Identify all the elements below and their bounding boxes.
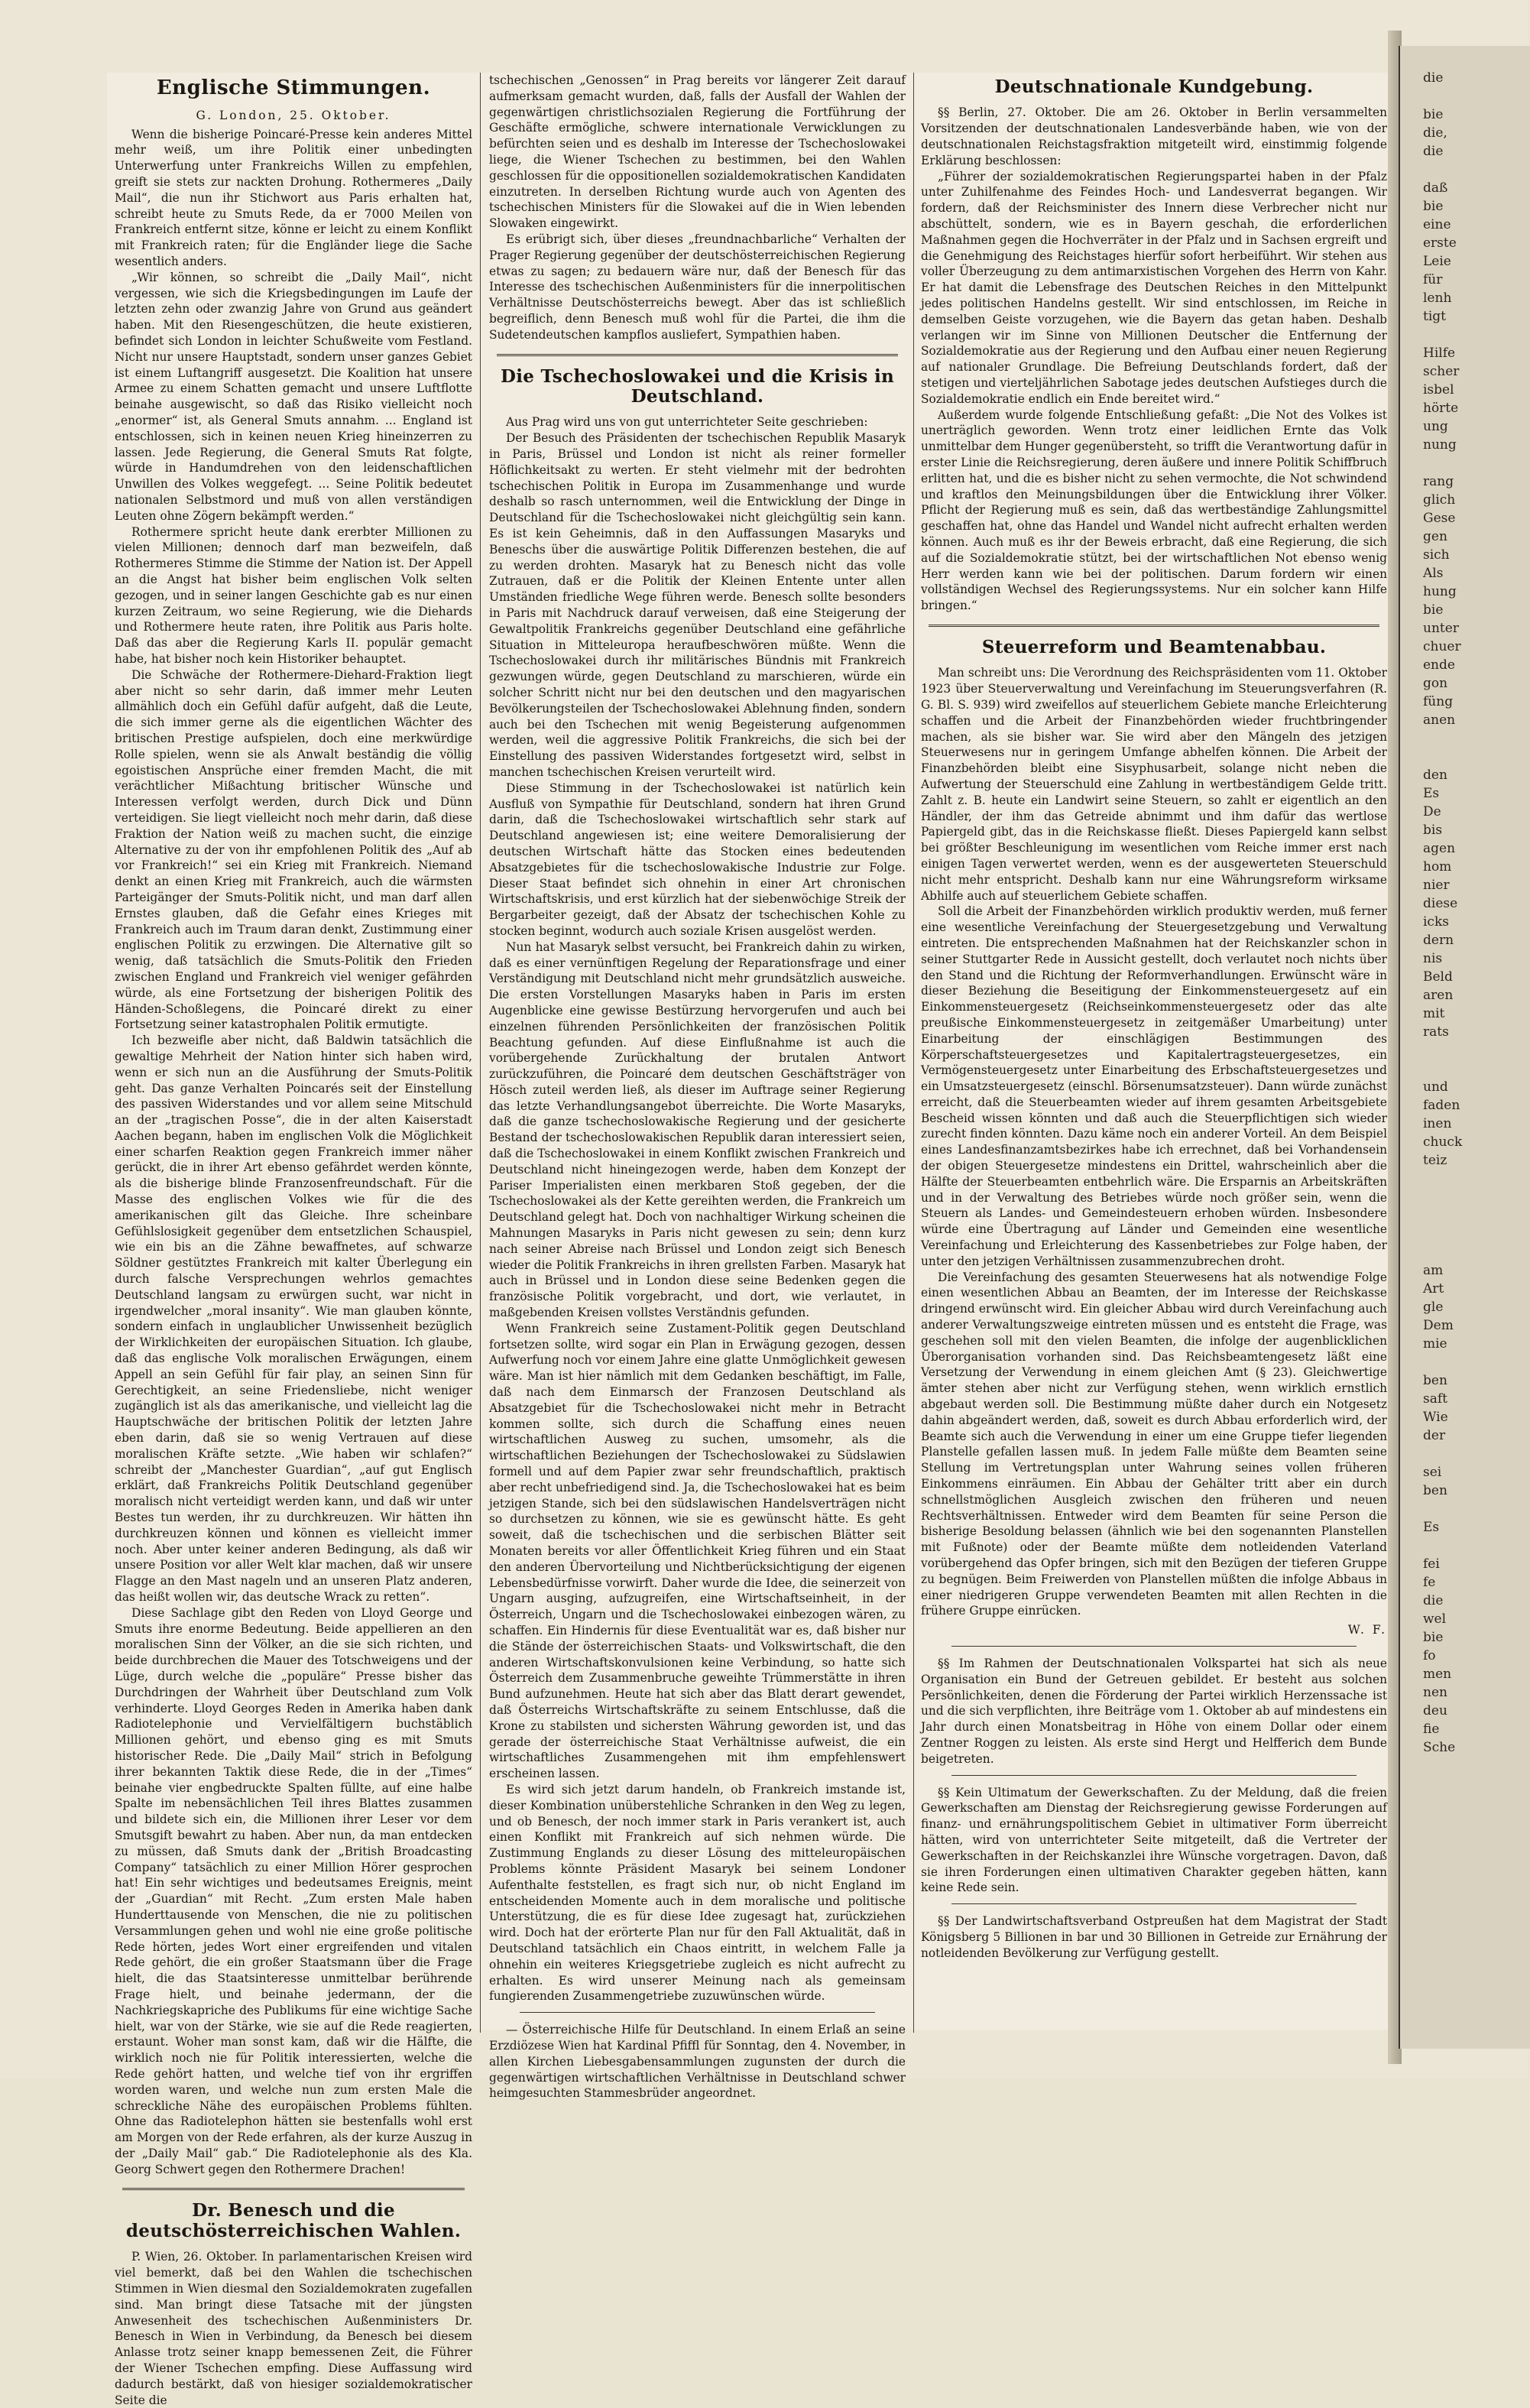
paragraph: Nun hat Masaryk selbst versucht, bei Frankreich dahin zu wirken, daß es einer vernünftigen Regelung der Reparationsfrage und einer Verständigung mit Deutschland nicht mehr grundsätzlich ausweiche. Die ersten Vorstellungen Masaryks haben in Paris im ersten Augenblicke eine gewisse Bestürzung hervorgerufen und auch bei einzelnen führenden Persönlichkeiten der französischen Politik Beachtung gefunden. Auf diese Einflußnahme ist auch die vorübergehende Zurückhaltung der brutalen Antwort zurückzuführen, die Poincaré dem deutschen Geschäftsträger von Hösch zuteil werden ließ, als dieser im Auftrage seiner Regierung das letzte Verhandlungsangebot überreichte. Die Worte Masaryks, daß die ganze tschechoslowakische Regierung und der gesicherte Bestand der tschechoslowakischen Republik daran interessiert seien, daß die Tschechoslowakei in einem Konflikt zwischen Frankreich und Deutschland nicht hineingezogen werde, haben dem Konzept der Pariser Imperialisten einen merkbaren Stoß gegeben, der die Tschechoslowakei als der Kette gereihten werden, die Frankreich um Deutschland gelegt hat. Doch von nachhaltiger Wirkung scheinen die Mahnungen Masaryks in Paris nicht gewesen zu sein; denn kurz nach seiner Abreise nach Brüssel und London zeigt sich Benesch wieder die Politik Frankreichs in ihren grellsten Farben. Masaryk hat auch in Brüssel und in London diese seine Bedenken gegen die französische Politik vorgebracht, und dort, wie verlautet, in maßgebenden Kreisen vollstes Verständnis gefunden. [489, 940, 906, 1320]
paragraph: Diese Stimmung in der Tschechoslowakei ist natürlich kein Ausfluß von Sympathie für Deutschland, sondern hat ihren Grund darin, daß die Tschechoslowakei wirtschaftlich sehr stark auf Deutschland angewiesen ist; eine weitere Demoralisierung der deutschen Wirtschaft hätte das Stocken eines bedeutenden Absatzgebietes für die tschechoslowakische Industrie zur Folge. Dieser Staat befindet sich ohnehin in einer Art chronischen Wirtschaftskrisis, und erst kürzlich hat der siebenwöchige Streik der Bergarbeiter gezeigt, daß der Absatz der tschechischen Kohle zu stocken beginnt, wodurch auch soziale Krisen ausgelöst werden. [489, 780, 906, 938]
note-paragraph: §§ Der Landwirtschaftsverband Ostpreußen hat dem Magistrat der Stadt Königsberg 5 Billionen in bar und 30 Billionen in Getreide zur Ernährung der notleidenden Bevölkerung zur Verfügung gestellt. [921, 1914, 1387, 1960]
paragraph: Außerdem wurde folgende Entschließung gefaßt: „Die Not des Volkes ist unerträglich geworden. Wenn trotz einer leidlichen Ernte das Volk unmittelbar dem Hunger gegenübersteht, so trifft die Verantwortung dafür in erster Linie die Reichsregierung, deren äußere und innere Politik Schiffbruch erlitten hat, und die es bisher nicht zu sehen vermochte, die Not schwindend und kraftlos den Meinungsbildungen über die Entwicklung ihrer Völker. Pflicht der Regierung muß es sein, daß das wertbeständige Zahlungsmittel geschaffen hat, ohne das Handel und Wandel nicht aufrecht erhalten werden können. Auch muß es ihr der Beweis erbracht, daß eine Regierung, die sich auf die Sozialdemokratie stützt, bei der wirtschaftlichen Not ebenso wenig Herr werden kann wie bei der politischen. Darum fordern wir einen vollständigen Wechsel des Regierungssystems. Nur ein solcher kann Hilfe bringen.“ [921, 407, 1387, 613]
adjacent-page-text: die bie die, die daß bie eine erste Leie für lenh tigt Hilfe scher isbel hörte ung nung rang glich Gese gen sich Als hung bie unter chuer ende gon füng anen den Es De bis agen hom nier diese icks dern nis Beld aren mit rats und faden inen chuck teiz am Art gle Dem mie ben saft Wie der sei ben Es fei fe die wel bie fo men nen deu fie Sche [1423, 70, 1463, 1755]
section-divider [951, 1646, 1357, 1647]
article-title-kundgebung: Deutschnationale Kundgebung. [994, 76, 1314, 97]
section-divider [951, 1903, 1357, 1904]
column-3 [921, 73, 1387, 2033]
paragraph: Es erübrigt sich, über dieses „freundnachbarliche“ Verhalten der Prager Regierung gegenüber der deutschösterreichischen Regierung etwas zu sagen; zu bedauern wäre nur, daß der Benesch für das Interesse des tschechischen Außenministers für die innerpolitischen Verhältnisse Deutschösterreichs bewegt. Aber das ist schließlich begreiflich, denn Benesch muß wohl für die Partei, die ihm die Sudetendeutschen kampflos ausliefert, Sympathien haben. [489, 232, 906, 342]
column-rule-1 [480, 73, 481, 2033]
section-divider [929, 625, 1379, 627]
adjacent-page-strip [1399, 46, 1530, 2049]
notice-paragraph: — Österreichische Hilfe für Deutschland. In einem Erlaß an seine Erzdiözese Wien hat Kardinal Pfiffl für Sonntag, den 4. November, in allen Kirchen Liebesgabensammlungen zugunsten der durch die gegenwärtigen wirtschaftlichen Verhältnisse in Deutschland schwer heimgesuchten Stammesbrüder angeordnet. [489, 2023, 906, 2101]
paragraph: Die Vereinfachung des gesamten Steuerwesens hat als notwendige Folge einen wesentlichen Abbau an Beamten, der im Interesse der Reichskasse dringend erwünscht wird. Ein gleicher Abbau wird durch Vereinfachung auch anderer Verwaltungszweige eintreten müssen und es entsteht die Frage, was geschehen soll mit den vielen Beamten, die infolge der augenblicklichen Überorganisation vorhanden sind. Das Reichsbeamtengesetz läßt eine Versetzung der Verwendung in einem gleichen Amt (§ 23). Gleichwertige ämter stehen aber nicht zur Verfügung stehen, wenn wirklich ernstlich abgebaut werden soll. Die Bestimmung müßte daher durch ein Notgesetz dahin abgeändert werden, daß, soweit es durch Abbau erforderlich wird, der Beamte sich auch die Verwendung in einer um eine Gruppe tiefer liegenden Planstelle gefallen lassen muß. In jedem Falle müßte dem Beamten seine Stellung im Vertretungsplan unter Wahrung seines vollen früheren Einkommens einräumen. Ein Abbau der Gehälter tritt aber ein durch schnellstmöglichen Ausgleich zwischen den früheren und neuen Rechtsverhältnissen. Entweder wird dem Beamten für seine Person die bisherige Besoldung belassen (ähnlich wie bei den sogenannten Planstellen mit Fußnote) oder der Beamte müßte dem notleidenden Vaterland vorübergehend das Opfer bringen, sich mit den Bezügen der tieferen Gruppe zu begnügen. Beim Freiwerden von Planstellen müßten die infolge Abbaus in einer niedrigeren Gruppe verwendeten Beamten mit allen Rechten in die frühere Gruppe einrücken. [921, 1270, 1387, 1618]
signature: W. F. [1347, 1623, 1387, 1637]
paragraph: Wenn die bisherige Poincaré-Presse kein anderes Mittel mehr weiß, um ihre Politik einer unbedingten Unterwerfung unter Frankreichs Willen zu empfehlen, greift sie stets zur nackten Drohung. Rothermeres „Daily Mail“, die nun ihr Stichwort aus Paris erhalten hat, schreibt heute zu Smuts Rede, da er 7000 Meilen von Frankreich entfernt sitze, könne er leicht zu einem Konflikt mit Frankreich raten; für die Engländer liege die Sache wesentlich anders. [115, 127, 472, 269]
section-divider [520, 2012, 875, 2013]
column-rule-2 [913, 73, 914, 2033]
paragraph: Der Besuch des Präsidenten der tschechischen Republik Masaryk in Paris, Brüssel und London ist nicht als reiner formeller Höflichkeitsakt zu werten. Er steht vielmehr mit der bedrohten tschechischen Politik in Europa im Zusammenhange und wurde deshalb so rasch unternommen, weil die Entwicklung der Dinge in Deutschland für die Tschechoslowakei nicht gleichgültig sein kann. Es ist kein Geheimnis, daß in den Auffassungen Masaryks und Beneschs über die auswärtige Politik Differenzen bestehen, die auf zu werden drohten. Masaryk hat zu Benesch nicht das volle Zutrauen, daß er die Politik der Kleinen Entente unter allen Umständen friedliche Wege führen werde. Benesch sollte besonders in Paris mit Nachdruck darauf verweisen, daß eine Steigerung der Gewaltpolitik Frankreichs gegenüber Deutschland eine gefährliche Situation in Mitteleuropa heraufbeschwören müßte. Wenn die Tschechoslowakei durch ihr militärisches Bündnis mit Frankreich gezwungen würde, gegen Deutschland zu marschieren, würde ein solcher Schritt nicht nur bei den deutschen und den magyarischen Bevölkerungsteilen der Tschechoslowakei Ablehnung finden, sondern auch bei den Tschechen mit wenig Begeisterung aufgenommen werden, weil die aggressive Politik Frankreichs, die sich bei der Einstellung des passiven Widerstandes fortgesetzt wird, selbst in manchen tschechischen Kreisen verurteilt wird. [489, 431, 906, 779]
paragraph: Soll die Arbeit der Finanzbehörden wirklich produktiv werden, muß ferner eine wesentliche Vereinfachung der Steuergesetzgebung und Verwaltung eintreten. Die entsprechenden Maßnahmen hat der Reichskanzler schon in seiner Stuttgarter Rede in Aussicht gestellt, doch verlautet noch nichts über den Stand und die Richtung der Reformverhandlungen. Erwünscht wäre in dieser Beziehung die Beseitigung der Einkommensteuergesetz auf ein Einkommensteuergesetz (Reichseinkommensteuergesetz oder das alte preußische Einkommensteuergesetz in zeitgemäßer Umarbeitung) unter Einarbeitung der einschlägigen Bestimmungen des Körperschaftsteuergesetzes und Kapitalertragsteuergesetzes, ein Vermögensteuergesetz unter Einarbeitung des Erbschaftsteuergesetzes und ein Umsatzsteuergesetz (einschl. Börsenumsatzsteuer). Dann würde zunächst erreicht, daß die Steuerbeamten wieder auf ihrem gesamten Arbeitsgebiete Bescheid wissen könnten und daß auch die Steuerpflichtigen sich wieder zurecht finden könnten. Dazu käme noch ein anderer Vorteil. An dem Beispiel eines Landesfinanzamtsbezirkes habe ich errechnet, daß bei Vorhandensein der obigen Steuergesetze mindestens ein Drittel, wahrscheinlich aber die Hälfte der Steuerbeamten entbehrlich wäre. Die Ersparnis an Arbeitskräften und in der Verwaltung des Betriebes würde noch größer sein, wenn die Steuern als Landes- und Gemeindesteuern erhoben würden. Insbesondere würde eine Übertragung auf Länder und Gemeinden eine wesentliche Vereinfachung und Erleichterung des Kassenbetriebes zur Folge haben, der unter den jetzigen Verhältnissen zusammenzubrechen droht. [921, 904, 1387, 1268]
column-1 [115, 73, 472, 2407]
paragraph: Rothermere spricht heute dank ererbter Millionen zu vielen Millionen; dennoch darf man bezweifeln, daß Rothermeres Stimme die Stimme der Nation ist. Der Appell an die Angst hat bisher beim englischen Volk selten gezogen, und in seiner langen Geschichte gab es nur einen kurzen Zeitraum, wo seine Regierung, wie die Diehards und Rothermere heute raten, ihre Politik aus Paris holte. Daß das aber die Regierung Karls II. populär gemacht habe, hat bisher noch kein Historiker behauptet. [115, 524, 472, 666]
paragraph: „Wir können, so schreibt die „Daily Mail“, nicht vergessen, wie sich die Kriegsbedingungen im Laufe der letzten zehn oder zwanzig Jahre von Grund aus geändert haben. Mit den Riesengeschützen, die heute existieren, befindet sich London in leichter Schußweite vom Festland. Nicht nur unsere Hauptstadt, sondern unser ganzes Gebiet ist einem Luftangriff ausgesetzt. Die Koalition hat unsere Armee zu einem Schatten gemacht und unsere Luftflotte beinahe ausgewischt, so daß das Risiko vielleicht noch „enormer“ ist, als General Smuts annahm. ... England ist entschlossen, sich in keinen neuen Krieg hineinzerren zu lassen. Jede Regierung, die General Smuts Rat folgte, würde in Handumdrehen von den leidenschaftlichen Unwillen des Volkes weggefegt. ... Seine Politik bedeutet nationalen Selbstmord und muß von allen verständigen Leuten ohne Zögern bekämpft werden.“ [115, 270, 472, 523]
paragraph: „Führer der sozialdemokratischen Regierungspartei haben in der Pfalz unter Zuhilfenahme des Feindes Hoch- und Landesverrat begangen. Wir fordern, daß der Reichsminister des Innern diese Verbrecher nicht nur abschüttelt, sondern, wie es in Bayern geschah, die erforderlichen Maßnahmen gegen die Hochverräter in der Pfalz und in Sachsen ergreift und die Genehmigung des Reichstages hierfür sofort herbeiführt. Wir stehen aus voller Überzeugung zu dem antimarxistischen Vorgehen des Herrn von Kahr. Er hat damit die Lebensfrage des Deutschen Reiches in den Mittelpunkt jedes politischen Handelns gestellt. Wir sind entschlossen, im Reiche in demselben Geiste vorzugehen, wie die Bayern das getan haben. Deshalb verlangen wir im Sinne von Millionen Deutscher die Entfernung der Sozialdemokratie aus der Regierung und den Aufbau einer neuen Regierung auf nationaler Grundlage. Die Befreiung Deutschlands fordert, daß der stetigen und vierteljährlichen Sabotage jedes deutschen Aufstieges durch die Sozialdemokratie endlich ein Ende bereitet wird.“ [921, 169, 1387, 406]
article-title-englische-stimmungen: Englische Stimmungen. [156, 76, 431, 99]
article-title-steuerreform: Steuerreform und Beamtenabbau. [981, 636, 1327, 657]
section-divider [951, 1775, 1357, 1776]
paragraph: P. Wien, 26. Oktober. In parlamentarischen Kreisen wird viel bemerkt, daß bei den Wahlen die tschechischen Stimmen in Wien diesmal den Sozialdemokraten zugefallen sind. Man bringt diese Tatsache mit der jüngsten Anwesenheit des tschechischen Außenministers Dr. Benesch in Wien in Verbindung, da Benesch bei diesem Anlasse trotz seiner knapp bemessenen Zeit, die Führer der Wiener Tschechen empfing. Diese Auffassung wird dadurch bestärkt, daß von hiesiger sozialdemokratischer Seite die [115, 2250, 472, 2407]
paragraph: Es wird sich jetzt darum handeln, ob Frankreich imstande ist, dieser Kombination unüberstehliche Schranken in den Weg zu legen, und ob Benesch, der noch immer stark in Paris verankert ist, auch einen Konflikt mit Frankreich auf sich nehmen würde. Die Zustimmung Englands zu dieser Lösung des mitteleuropäischen Problems könnte Präsident Masaryk bei seinem Londoner Aufenthalte feststellen, es fragt sich nur, ob nicht England im entscheidenden Momente auch in dem moralische und politische Unterstützung, die es für diese Idee zugesagt hat, zurückziehen wird. Doch hat der erörterte Plan nur für den Fall Aktualität, daß in Deutschland tatsächlich ein Chaos eintritt, in welchem Falle ja ohnehin ein weiteres Kriegsgetriebe zugleich es nicht aufrecht zu erhalten. Es wird unserer Meinung nach als gemeinsam fungierenden Zusammengetriebe zuzuwünschen würde. [489, 1782, 906, 2004]
paragraph: Aus Prag wird uns von gut unterrichteter Seite geschrieben: [506, 415, 868, 430]
dateline: G. London, 25. Oktober. [196, 108, 391, 122]
article-title-tschechoslowakei: Die Tschechoslowakei und die Krisis in Deutschland. [500, 365, 895, 407]
section-divider [497, 354, 898, 356]
paragraph: tschechischen „Genossen“ in Prag bereits vor längerer Zeit darauf aufmerksam gemacht wurden, daß, falls der Ausfall der Wahlen der gegenwärtigen christlichsozialen Regierung die Fortführung der Geschäfte ermögliche, schwere internationale Verwicklungen zu befürchten seien und es deshalb im Interesse der Tschechoslowakei liege, die Wiener Tschechen zu bestimmen, bei den Wahlen geschlossen für die oppositionellen sozialdemokratischen Kandidaten einzutreten. In derselben Richtung wurde auch von Agenten des tschechischen Ministers für die Slowakei auf die in Wien lebenden Slowaken eingewirkt. [489, 73, 906, 231]
column-2 [489, 73, 906, 2101]
note-paragraph: §§ Kein Ultimatum der Gewerkschaften. Zu der Meldung, daß die freien Gewerkschaften am Dienstag der Reichsregierung gewisse Forderungen auf finanz- und ernährungspolitischem Gebiet in ultimativer Form überreicht hätten, wird von unterrichteter Seite mitgeteilt, daß die Vertreter der Gewerkschaften in der Reichskanzlei ihre Wünsche vorgetragen. Davon, daß sie ihren Forderungen einen ultimativen Charakter gegeben hätten, kann keine Rede sein. [921, 1785, 1387, 1895]
paragraph: Ich bezweifle aber nicht, daß Baldwin tatsächlich die gewaltige Mehrheit der Nation hinter sich haben wird, wenn er sich nun an die Ausführung der Smuts-Politik geht. Das ganze Verhalten Poincarés seit der Einstellung des passiven Widerstandes und vor allem seine Mitschuld an der „tragischen Posse“, die in der alten Kaiserstadt Aachen begann, haben im englischen Volk die Möglichkeit einer scharfen Reaktion gegen Frankreich immer näher gerückt, die in ihrer Art ebenso gefährdet werden könnte, als die bisherige blinde Franzosenfreundschaft. Für die Masse des englischen Volkes wie für die des amerikanischen gilt das Gleiche. Ihre scheinbare Gefühlslosigkeit gegenüber dem entsetzlichen Schauspiel, wie ein bis an die Zähne bewaffnetes, auf schwarze Söldner gestütztes Frankreich mit kalter Überlegung ein durch falsche Versprechungen wehrlos gemachtes Deutschland langsam zu erwürgen sucht, war nicht in irgendwelcher „moral insanity“. Wie man glauben könnte, sondern einfach in unglaublicher Unwissenheit bezüglich der Wirklichkeiten der europäischen Situation. Ich glaube, daß das englische Volk moralischen Erwägungen, einem Appell an sein Gefühl für fair play, an seinen Sinn für Gerechtigkeit, an seine Friedensliebe, nicht weniger zugänglich ist als das amerikanische, und vielleicht lag die Hauptschwäche der britischen Politik der letzten Jahre eben darin, daß sie so wenig Vertrauen auf diese moralischen Kräfte setzte. „Wie haben wir schlafen?“ schreibt der „Manchester Guardian“, „auf gut Englisch erklärt, daß Frankreichs Politik Deutschland gegenüber moralisch nicht verteidigt werden kann, und daß wir unter Bestes tun werden, ihr zu durchkreuzen. Wir hätten ihn durchkreuzen können und können es vielleicht immer noch. Aber unter keiner anderen Bedingung, als daß wir unsere Position vor aller Welt klar machen, daß wir unsere Flagge an den Mast nageln und an unseren Platz anderen, das heißt wollen wir, das deutsche Wrack zu retten“. [115, 1034, 472, 1604]
paragraph: Man schreibt uns: Die Verordnung des Reichspräsidenten vom 11. Oktober 1923 über Steuerverwaltung und Vereinfachung im Steuerungsverfahren (R. G. Bl. S. 939) wird zweifellos auf steuerlichem Gebiete manche Erleichterung schaffen und die Arbeit der Finanzbehörden wieder fruchtbringender machen, als sie bisher war. Sie wird aber den Mängeln des jetzigen Steuerwesens nur in geringem Umfange abhelfen können. Die Arbeit der Finanzbehörden bleibt eine Sisyphusarbeit, solange nicht neben die Aufwertung der Steuerschuld eine Zahlung in wertbeständigem Gelde tritt. Zahlt z. B. heute ein Landwirt seine Steuern, so zahlt er eigentlich an den Händler, der ihm das Getreide abnimmt und ihm dafür das wertlose Papiergeld gibt, das in die Reichskasse fließt. Dieses Papiergeld kann selbst bei größter Beschleunigung im wesentlichen vom Reiche immer erst nach einigen Tagen verwertet werden, wenn es der ausgewerteten Steuerschuld nicht mehr entspricht. Deshalb kann nur eine Währungsreform wirksame Abhilfe auch auf steuerlichem Gebiete schaffen. [921, 666, 1387, 903]
paragraph: Die Schwäche der Rothermere-Diehard-Fraktion liegt aber nicht so sehr darin, daß immer mehr Leuten allmählich doch ein Gefühl dafür aufgeht, daß die Leute, die sich immer gerne als die eigentlichen Wächter des britischen Prestige aufspielen, doch eine merkwürdige Rolle spielen, wenn sie als Anwalt beständig die völlig egoistischen Ansprüche einer fremden Macht, die mit verächtlicher Mißachtung britischer Wünsche und Interessen verfolgt werden, durch Dick und Dünn verteidigen. Sie liegt vielleicht noch mehr darin, daß diese Fraktion der Nation weiß zu machen sucht, die einzige Alternative zu der von ihr empfohlenen Politik des „Auf ab vor Frankreich!“ sei ein Krieg mit Frankreich. Niemand denkt an einen Krieg mit Frankreich, auch die wärmsten Parteigänger der Smuts-Politik nicht, und man darf allen Ernstes glauben, daß die Gefahr eines Krieges mit Frankreich auch im Traum daran denkt, Zustimmung einer englischen Politik zu erzwingen. Die Alternative gilt so wenig, daß tatsächlich die Smuts-Politik den Frieden zwischen England und Frankreich viel weniger gefährden würde, als eine Fortsetzung der bisherigen Politik des Händen-Schoßlegens, die Poincaré direkt zu einer Fortsetzung seiner katastrophalen Politik ermutigte. [115, 667, 472, 1032]
paragraph: Wenn Frankreich seine Zustament-Politik gegen Deutschland fortsetzen sollte, wird sogar ein Plan in Erwägung gezogen, dessen Aufwerfung noch vor einem Jahre eine glatte Unmöglichkeit gewesen wäre. Man ist hier nämlich mit dem Gedanken beschäftigt, im Falle, daß nach dem Einmarsch der Franzosen Deutschland als Absatzgebiet für die Tschechoslowakei nicht mehr in Betracht kommen sollte, sich durch die Schaffung eines neuen wirtschaftlichen Ausweg zu suchen, umsomehr, als die wirtschaftlichen Beziehungen der Tschechoslowakei zu Südslawien formell und auf dem Papier zwar sehr freundschaftlich, praktisch aber recht unbefriedigend sind. Ja, die Tschechoslowakei hat es beim jetzigen Stande, sich bei den südslawischen Handelsverträgen nicht so durchsetzen zu können, wie sie es gewünscht hätte. Es geht soweit, daß die tschechischen und die serbischen Blätter seit Monaten bereits vor aller Öffentlichkeit Krieg führen und ein Staat den anderen Übervorteilung und Nichtberücksichtigung der eigenen Lebensbedürfnisse vorwirft. Daher wurde die Idee, die seinerzeit von Ungarn ausging, aufzugreifen, eine Wirtschaftseinheit, in der Österreich, Ungarn und die Tschechoslowakei einbezogen wären, zu schaffen. Ein Hindernis für diese Eventualität war es, daß bisher nur die Stände der österreichischen Staats- und Volkswirtschaft, die den anderen Wirtschaftskonvulsionen keine Verbindung, so hatte sich Österreich dem Zusammenbruche geweihte Trümmerstätte in ihren Bund aufzunehmen. Heute hat sich aber das Blatt derart gewendet, daß Österreichs Wirtschaftskräfte zu seinem Entschlusse, daß die Krone zu stabilsten und sichersten Währung geworden ist, und das gerade der österreichische Staat Verhältnisse aufweist, die ein wirtschaftliches Zusammengehen mit ihm empfehlenswert erscheinen lassen. [489, 1321, 906, 1781]
paragraph: Diese Sachlage gibt den Reden von Lloyd George und Smuts ihre enorme Bedeutung. Beide appellieren an den moralischen Sinn der Völker, an die sie sich richten, und beide durchbrechen die Mauer des Totschweigens und der Lüge, durch welche die „populäre“ Presse bisher das Durchdringen der Wahrheit über Deutschland zum Volk verhinderte. Lloyd Georges Reden in Amerika haben dank Radiotelephonie und Vervielfältigern buchstäblich Millionen gehört, und ebenso ging es mit Smuts historischer Rede. Die „Daily Mail“ strich in Befolgung ihrer bekannten Taktik diese Rede, die in der „Times“ beinahe vier engbedruckte Spalten füllte, auf eine halbe Spalte im nebensächlichen Teil ihres Blattes zusammen und bildete sich ein, die Millionen ihrer Leser vor dem Smutsgift bewahrt zu haben. Aber nun, da man entdecken zu müssen, daß Smuts dank der „British Broadcasting Company“ tatsächlich zu einer Million Hörer gesprochen hat! Ein sehr wichtiges und bedeutsames Ereignis, meint der „Guardian“ mit Recht. „Zum ersten Male haben Hunderttausende von Menschen, die nie zu politischen Versammlungen gehen und wohl nie eine große politische Rede hörten, jedes Wort einer ergreifenden und vitalen Rede gehört, die ein großer Staatsmann über die Frage hielt, die das Staatsinteresse unmittelbar berührende Frage hielt, und beinahe jedermann, der die Nachkriegskapriche des Publikums für eine wichtige Sache hielt, war von der Stärke, wie sie auf die Rede reagierten, erstaunt. Woher man sonst kam, daß wir die Hälfte, die wirklich noch nie für Politik interessierten, welche die Rede gehört hatten, und welche tief von ihr ergriffen worden waren, und welche nun zum ersten Male die schreckliche Nähe des europäischen Problems fühlten. Ohne das Radiotelephon hätten sie bestenfalls wohl erst am Morgen von der Rede erfahren, als der kurze Auszug in der „Daily Mail“ gab.“ Die Radiotelephonie als des Kla. Georg Schwert gegen den Rothermere Drachen! [115, 1605, 472, 2176]
paragraph: §§ Berlin, 27. Oktober. Die am 26. Oktober in Berlin versammelten Vorsitzenden der deutschnationalen Landesverbände haben, wie von der deutschnationalen Reichstagsfraktion mitgeteilt wird, einstimmig folgende Erklärung beschlossen: [921, 105, 1387, 167]
section-divider [122, 2188, 465, 2190]
article-title-benesch: Dr. Benesch und die deutschösterreichischen Wahlen. [125, 2200, 462, 2241]
note-paragraph: §§ Im Rahmen der Deutschnationalen Volkspartei hat sich als neue Organisation ein Bund der Getreuen gebildet. Er besteht aus solchen Persönlichkeiten, denen die Förderung der Partei wirklich Herzenssache ist und die sich verpflichten, ihre Beiträge vom 1. Oktober ab auf mindestens ein Jahr durch einen Monatsbeitrag in Höhe von einem Dollar oder einem Zentner Roggen zu leisten. Als erste sind Hergt und Helfferich dem Bunde beigetreten. [921, 1656, 1387, 1766]
